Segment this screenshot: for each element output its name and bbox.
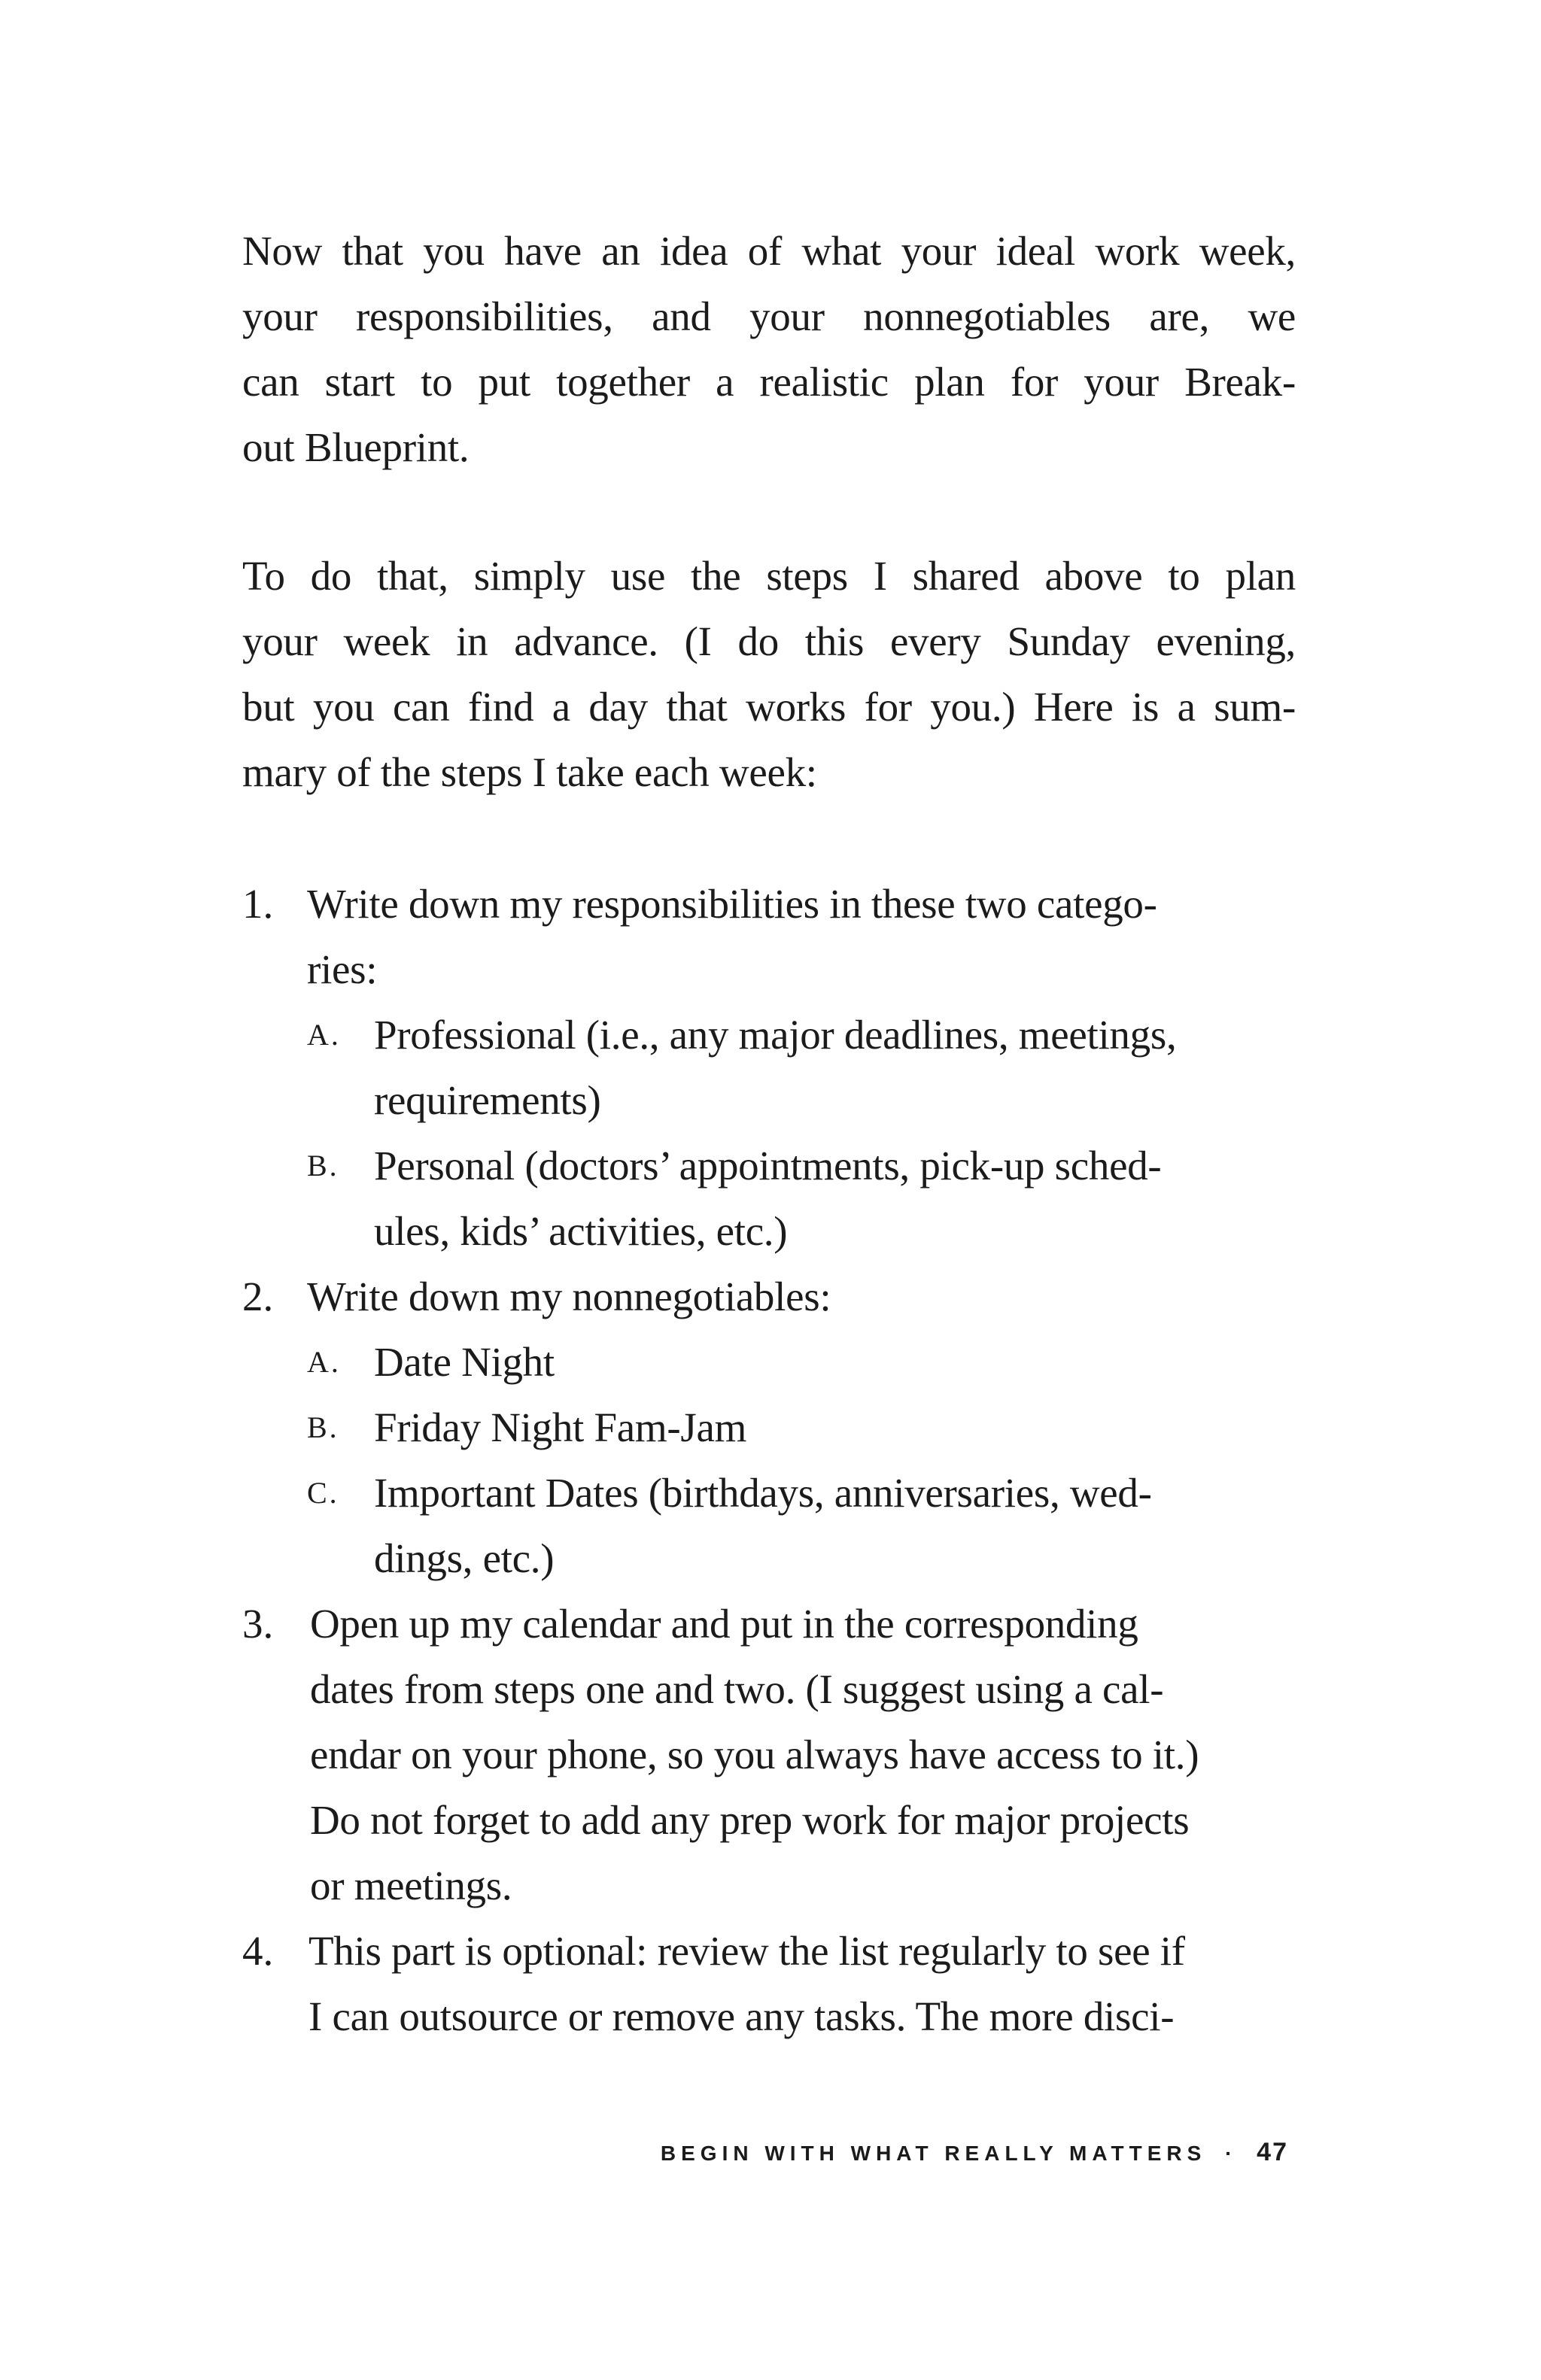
sub-item-line: ules, kids’ activities, etc.) (374, 1208, 788, 1254)
list-item-line: dates from steps one and two. (I suggest using a cal- (310, 1666, 1164, 1712)
paragraph-line: can start to put together a realistic plan for your Break- (242, 359, 1296, 405)
list-number: 1. (242, 881, 274, 927)
paragraph-line: but you can find a day that works for you.) Here is a sum- (242, 684, 1296, 730)
sub-item-line: requirements) (374, 1077, 601, 1123)
paragraph-line: out Blueprint. (242, 424, 470, 470)
list-item-line: Write down my nonnegotiables: (307, 1273, 831, 1319)
page-number: 47 (1257, 2138, 1288, 2166)
list-item-line: Do not forget to add any prep work for major projects (310, 1797, 1190, 1843)
list-item-line: ries: (307, 946, 378, 992)
paragraph-line: your week in advance. (I do this every Sunday evening, (242, 618, 1296, 664)
paragraph-2 (242, 543, 1296, 805)
sub-item-line: Important Dates (birthdays, anniversaries, wed- (374, 1470, 1152, 1516)
sub-item-letter: B. (307, 1149, 339, 1182)
paragraph-line: your responsibilities, and your nonnegotiables are, we (242, 293, 1296, 339)
list-item-line: Open up my calendar and put in the corresponding (310, 1601, 1138, 1647)
paragraph-line: Now that you have an idea of what your ideal work week, (242, 228, 1296, 274)
page-footer (661, 2138, 1288, 2167)
sub-item-line: dings, etc.) (374, 1535, 555, 1581)
paragraph-line: mary of the steps I take each week: (242, 749, 817, 795)
paragraph-line: To do that, simply use the steps I shared above to plan (242, 553, 1296, 599)
list-number: 2. (242, 1273, 274, 1319)
paragraph-1 (242, 218, 1296, 480)
list-item-line: Write down my responsibilities in these two catego- (307, 881, 1157, 927)
sub-item-line: Professional (i.e., any major deadlines, meetings, (374, 1012, 1177, 1058)
sub-item-letter: B. (307, 1410, 339, 1444)
sub-item-line: Personal (doctors’ appointments, pick-up sched- (374, 1143, 1162, 1188)
running-head: BEGIN WITH WHAT REALLY MATTERS (660, 2142, 1207, 2165)
sub-item-letter: C. (307, 1476, 339, 1510)
sub-item-letter: A. (307, 1345, 341, 1379)
footer-separator: · (1225, 2142, 1232, 2165)
sub-item-line: Friday Night Fam-Jam (374, 1404, 747, 1450)
list-item-line: This part is optional: review the list regularly to see if (309, 1928, 1185, 1974)
sub-item-letter: A. (307, 1018, 341, 1052)
list-item-line: I can outsource or remove any tasks. The more disci- (309, 1993, 1175, 2039)
list-item-line: or meetings. (310, 1862, 512, 1908)
list-number: 4. (242, 1928, 274, 1974)
list-item-line: endar on your phone, so you always have access to it.) (310, 1732, 1199, 1777)
sub-item-line: Date Night (374, 1339, 555, 1385)
list-number: 3. (242, 1601, 274, 1647)
